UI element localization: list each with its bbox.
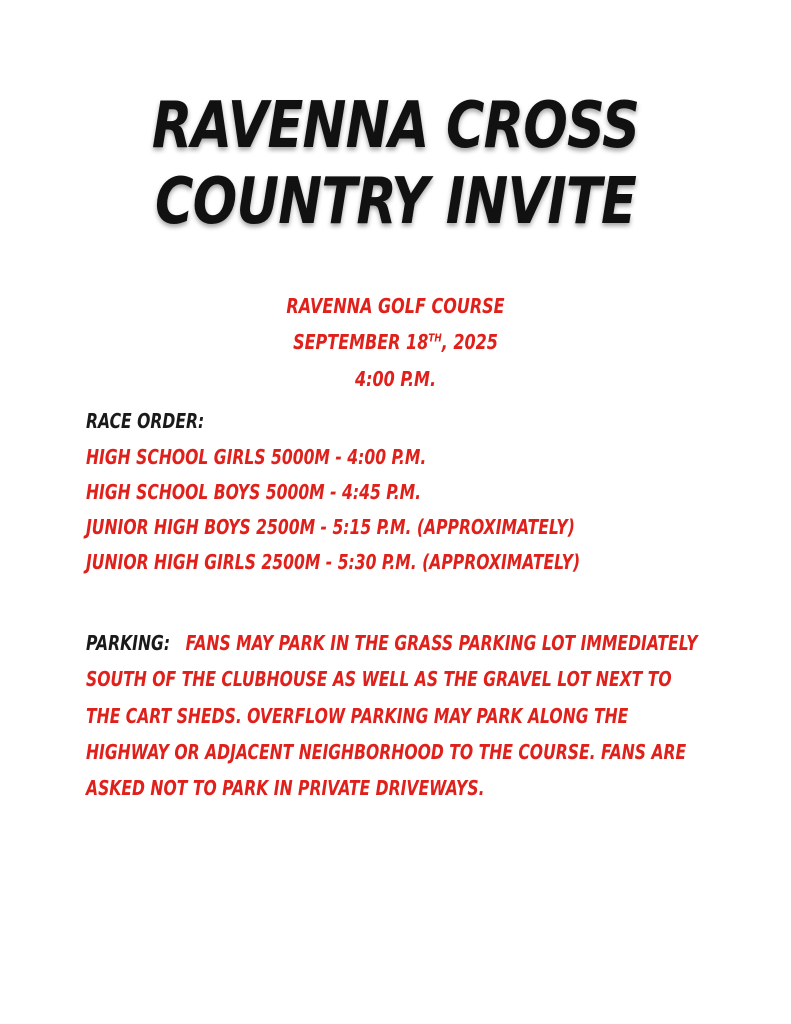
date-main: SEPTEMBER 18 [293,330,429,354]
date-suffix: TH [428,331,442,345]
event-time: 4:00 P.M. [354,367,437,391]
race-order-list [86,445,702,585]
race-item-hs-boys: HIGH SCHOOL BOYS 5000M - 4:45 P.M. [86,480,422,504]
parking-label: PARKING: [86,631,171,655]
race-item-jh-girls: JUNIOR HIGH GIRLS 2500M - 5:30 P.M. (APPROXIMATELY) [86,550,581,574]
race-item-jh-boys: JUNIOR HIGH BOYS 2500M - 5:15 P.M. (APPROXIMATELY) [86,515,575,539]
venue-text: RAVENNA GOLF COURSE [286,294,505,318]
title-line-2: COUNTRY INVITE [154,165,637,239]
parking-text: FANS MAY PARK IN THE GRASS PARKING LOT IMMEDIATELY SOUTH OF THE CLUBHOUSE AS WELL AS THE GRAVEL LOT NEXT TO THE CART SHEDS. OVERFLOW PARKING MAY PARK ALONG THE HIGHWAY OR ADJACENT NEIGHBORHOOD TO THE COURSE. FANS ARE ASKED NOT TO PARK IN PRIVATE DRIVEWAYS. [86,631,698,801]
date-year: , 2025 [441,330,498,354]
parking-section [86,625,706,806]
event-date [79,330,712,354]
race-item-hs-girls: HIGH SCHOOL GIRLS 5000M - 4:00 P.M. [86,445,427,469]
title-line-1: RAVENNA CROSS [151,89,640,163]
race-order-label: RACE ORDER: [86,409,205,433]
